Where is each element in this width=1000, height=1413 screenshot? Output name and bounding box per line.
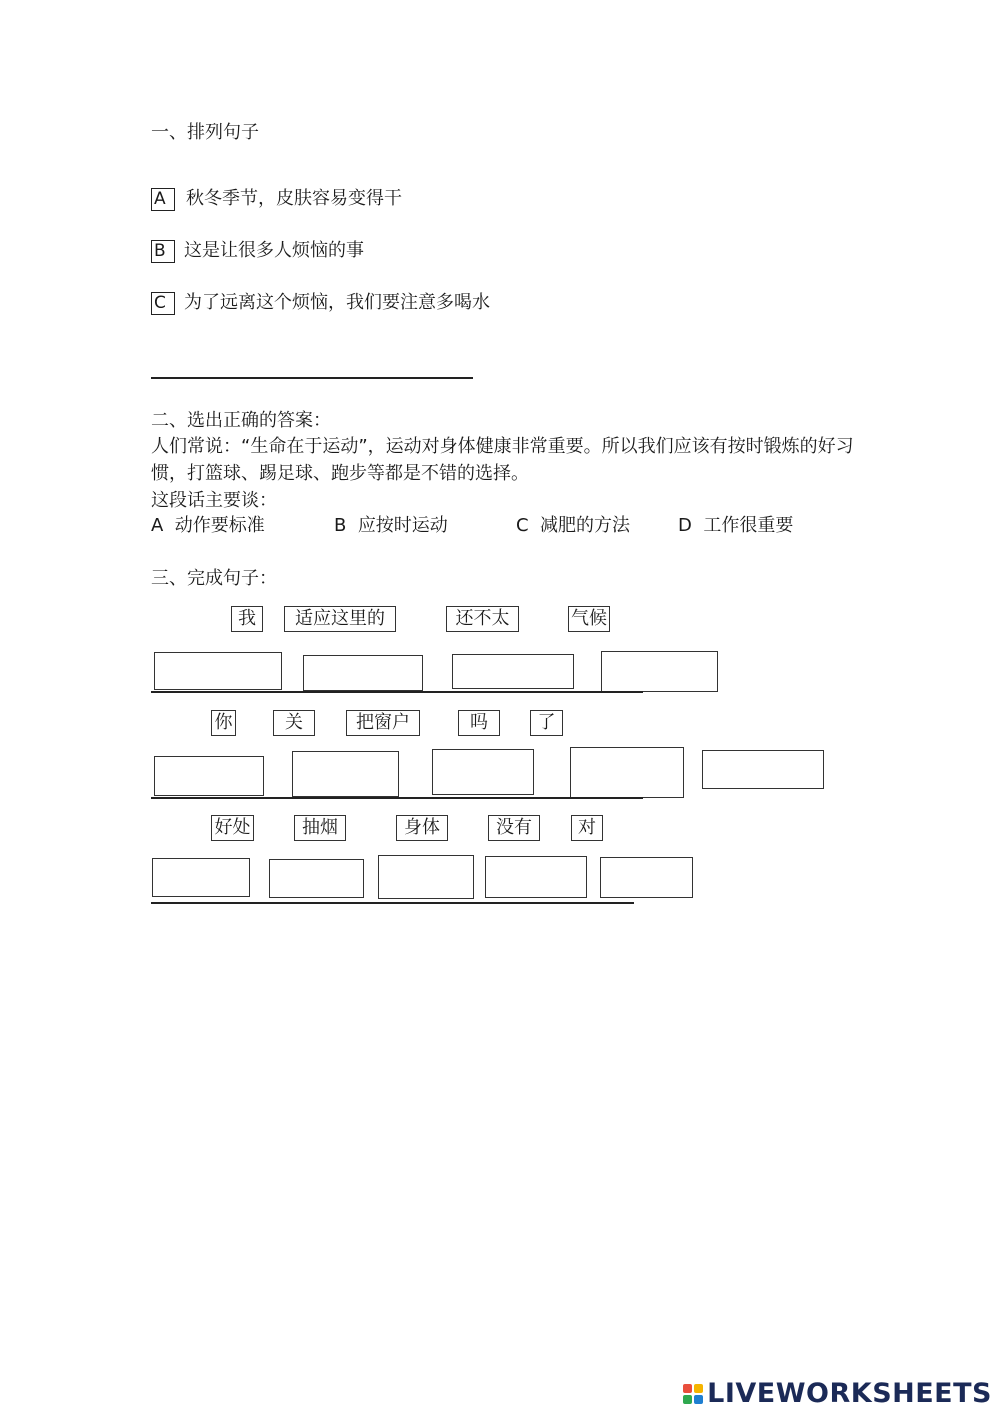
answer-box[interactable] (292, 751, 399, 797)
option-d-text: 工作很重要 (703, 515, 794, 536)
option-c[interactable] (516, 515, 630, 537)
answer-box[interactable] (570, 747, 684, 798)
answer-box[interactable] (452, 654, 574, 689)
word-tile: 适应这里的 (284, 606, 396, 632)
word-tile: 关 (273, 710, 315, 736)
option-a-text: 动作要标准 (174, 515, 265, 536)
option-c-label: C (516, 515, 529, 536)
answer-box[interactable] (269, 859, 364, 898)
word-tile: 气候 (568, 606, 610, 632)
reading-paragraph: 人们常说：“生命在于运动”，运动对身体健康非常重要。所以我们应该有按时锻炼的好习惯，打篮球、踢足球、跑步等都是不错的选择。 (151, 436, 854, 484)
word-tile: 对 (571, 815, 603, 841)
word-tile: 吗 (458, 710, 500, 736)
liveworksheets-logo (683, 1378, 992, 1409)
word-tile: 没有 (488, 815, 540, 841)
answer-box[interactable] (432, 749, 534, 795)
answer-line (151, 902, 634, 904)
answer-line (151, 797, 643, 799)
answer-box[interactable] (378, 855, 474, 899)
word-tile: 身体 (396, 815, 448, 841)
answer-box[interactable] (152, 858, 250, 897)
item-c-text: 为了远离这个烦恼，我们要注意多喝水 (184, 292, 490, 313)
answer-box[interactable] (303, 655, 423, 691)
word-tile: 了 (530, 710, 563, 736)
option-b[interactable] (334, 515, 448, 537)
word-tile: 还不太 (446, 606, 519, 632)
option-b-text: 应按时运动 (357, 515, 448, 536)
word-tile: 好处 (211, 815, 254, 841)
answer-line (151, 691, 643, 693)
answer-box[interactable] (154, 756, 264, 796)
option-d-label: D (678, 515, 692, 536)
brand-name: LIVEWORKSHEETS (707, 1378, 992, 1409)
word-tile: 我 (231, 606, 263, 632)
option-a-label: A (151, 515, 164, 536)
item-b-text: 这是让很多人烦恼的事 (184, 240, 364, 261)
answer-line-section-1[interactable] (151, 377, 473, 379)
liveworksheets-mark-icon (683, 1384, 703, 1404)
option-b-label: B (334, 515, 347, 536)
section-3-title: 三、完成句子： (151, 568, 277, 589)
option-d[interactable] (678, 515, 793, 537)
option-c-text: 减肥的方法 (540, 515, 631, 536)
word-tile: 你 (211, 710, 236, 736)
item-c-label-box: C (151, 292, 175, 315)
answer-box[interactable] (485, 856, 587, 898)
answer-box[interactable] (600, 857, 693, 898)
word-tile: 把窗户 (346, 710, 420, 736)
item-a-label-box: A (151, 188, 175, 211)
item-a-text: 秋冬季节，皮肤容易变得干 (186, 188, 402, 209)
item-b-label-box: B (151, 240, 175, 263)
answer-box[interactable] (601, 651, 718, 692)
answer-box[interactable] (702, 750, 824, 789)
word-tile: 抽烟 (294, 815, 346, 841)
question-text: 这段话主要谈： (151, 490, 277, 511)
answer-box[interactable] (154, 652, 282, 690)
section-2-title: 二、选出正确的答案： (151, 410, 331, 431)
section-1-title: 一、排列句子 (151, 122, 259, 143)
option-a[interactable] (151, 515, 265, 537)
